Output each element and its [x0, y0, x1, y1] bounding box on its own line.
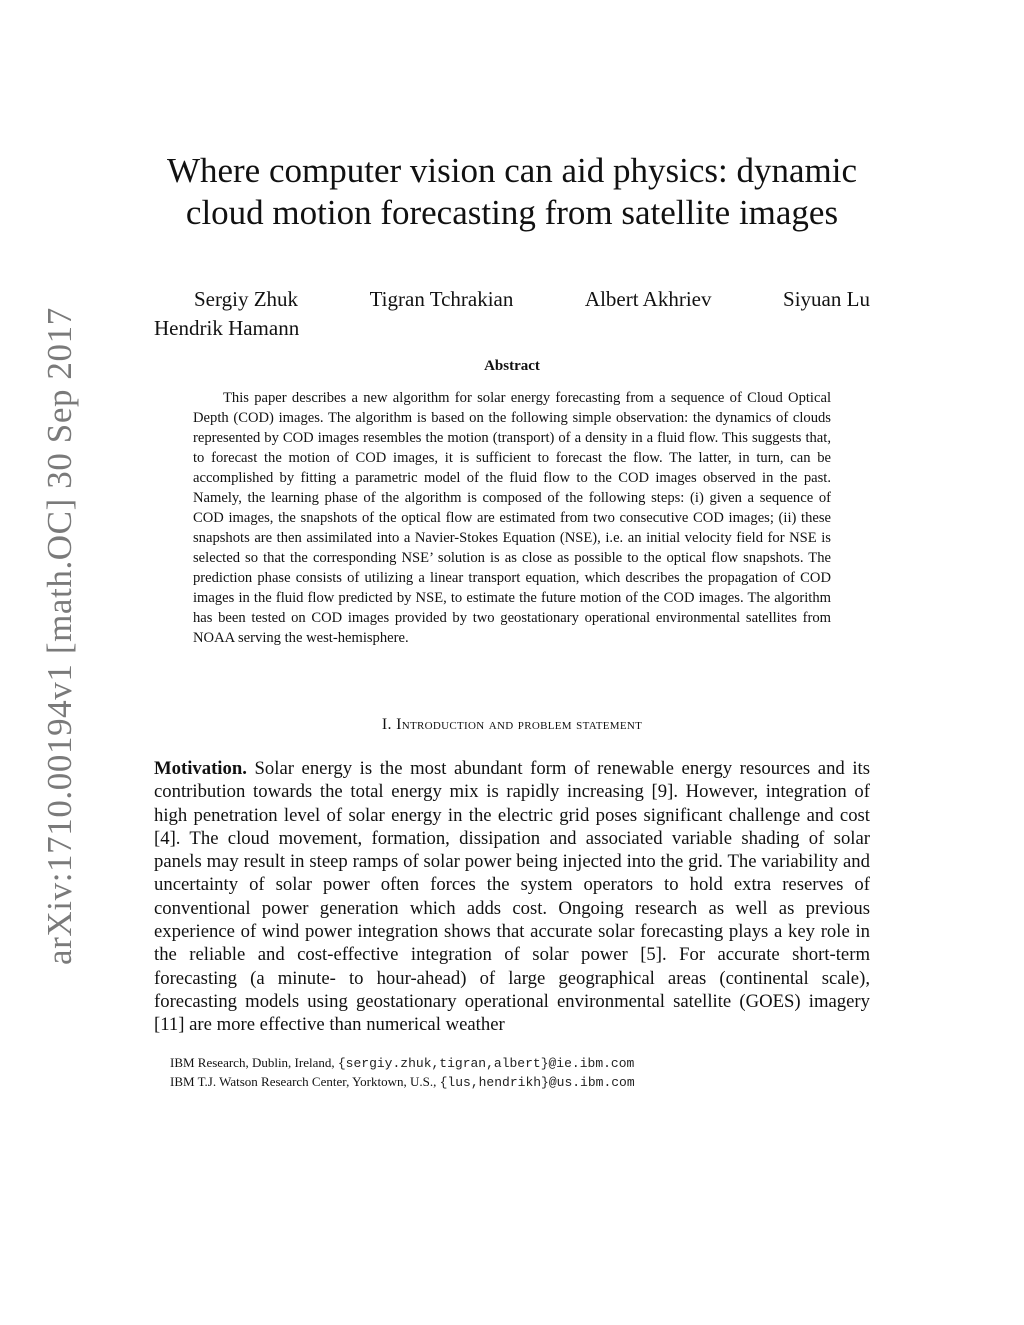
affiliation: IBM T.J. Watson Research Center, Yorktown, U.S., [170, 1074, 437, 1089]
affiliation-footnotes [170, 1054, 870, 1092]
paragraph-text: Solar energy is the most abundant form of renewable energy resources and its contribution towards the total energy mix is rapidly increasing [9]. However, integration of high penetration level of solar energy in the electric grid poses significant challenge and cost [4]. The cloud movement, formation, dissipation and associated variable shading of solar panels may result in steep ramps of solar power being injected into the grid. The variability and uncertainty of solar power often forces the system operators to hold extra reserves of conventional power generation which adds cost. Ongoing research as well as previous experience of wind power integration shows that accurate solar forecasting plays a key role in the reliable and cost-effective integration of solar power [5]. For accurate short-term forecasting (a minute- to hour-ahead) of large geographical areas (continental scale), forecasting models using geostationary operational environmental satellite (GOES) imagery [11] are more effective than numerical weather [154, 758, 871, 1036]
footnote-line [170, 1054, 870, 1073]
body-paragraph [154, 757, 870, 1037]
paper-title: Where computer vision can aid physics: dynamic cloud motion forecasting from satellite images [166, 151, 858, 232]
author-row [154, 285, 870, 314]
section-title: Introduction and problem statement [396, 716, 643, 733]
section-number: I. [381, 716, 392, 733]
abstract-heading: Abstract [484, 358, 540, 374]
footnote-line [170, 1073, 870, 1092]
author-name: Siyuan Lu [783, 287, 870, 311]
section-heading [154, 716, 870, 734]
email-list: {sergiy.zhuk,tigran,albert}@ie.ibm.com [337, 1056, 635, 1071]
author-row [154, 314, 870, 343]
author-name: Albert Akhriev [584, 287, 712, 311]
affiliation: IBM Research, Dublin, Ireland, [170, 1055, 335, 1070]
author-list [154, 285, 870, 343]
arxiv-identifier: arXiv:1710.00194v1 [math.OC] 30 Sep 2017 [40, 307, 79, 965]
author-name: Tigran Tchrakian [369, 287, 514, 311]
abstract-text: This paper describes a new algorithm for solar energy forecasting from a sequence of Cloud Optical Depth (COD) images. The algorithm is based on the following simple observation: the dynamics of clouds represented by COD images resembles the motion (transport) of a density in a fluid flow. This suggests that, to forecast the motion of COD images, it is sufficient to forecast the flow. The latter, in turn, can be accomplished by fitting a parametric model of the fluid flow to the COD images observed in the past. Namely, the learning phase of the algorithm is composed of the following steps: (i) given a sequence of COD images, the snapshots of the optical flow are estimated from two consecutive COD images; (ii) these snapshots are then assimilated into a Navier-Stokes Equation (NSE), i.e. an initial velocity field for NSE is selected so that the corresponding NSE’ solution is as close as possible to the optical flow snapshots. The prediction phase consists of utilizing a linear transport equation, which describes the propagation of COD images in the fluid flow predicted by NSE, to estimate the future motion of the COD images. The algorithm has been tested on COD images provided by two geostationary operational environmental satellites from NOAA serving the west-hemisphere. [193, 390, 831, 646]
email-list: {lus,hendrikh}@us.ibm.com [439, 1075, 635, 1090]
author-name: Sergiy Zhuk [194, 287, 299, 311]
paragraph-lead: Motivation. [154, 758, 247, 779]
author-name: Hendrik Hamann [154, 316, 300, 340]
